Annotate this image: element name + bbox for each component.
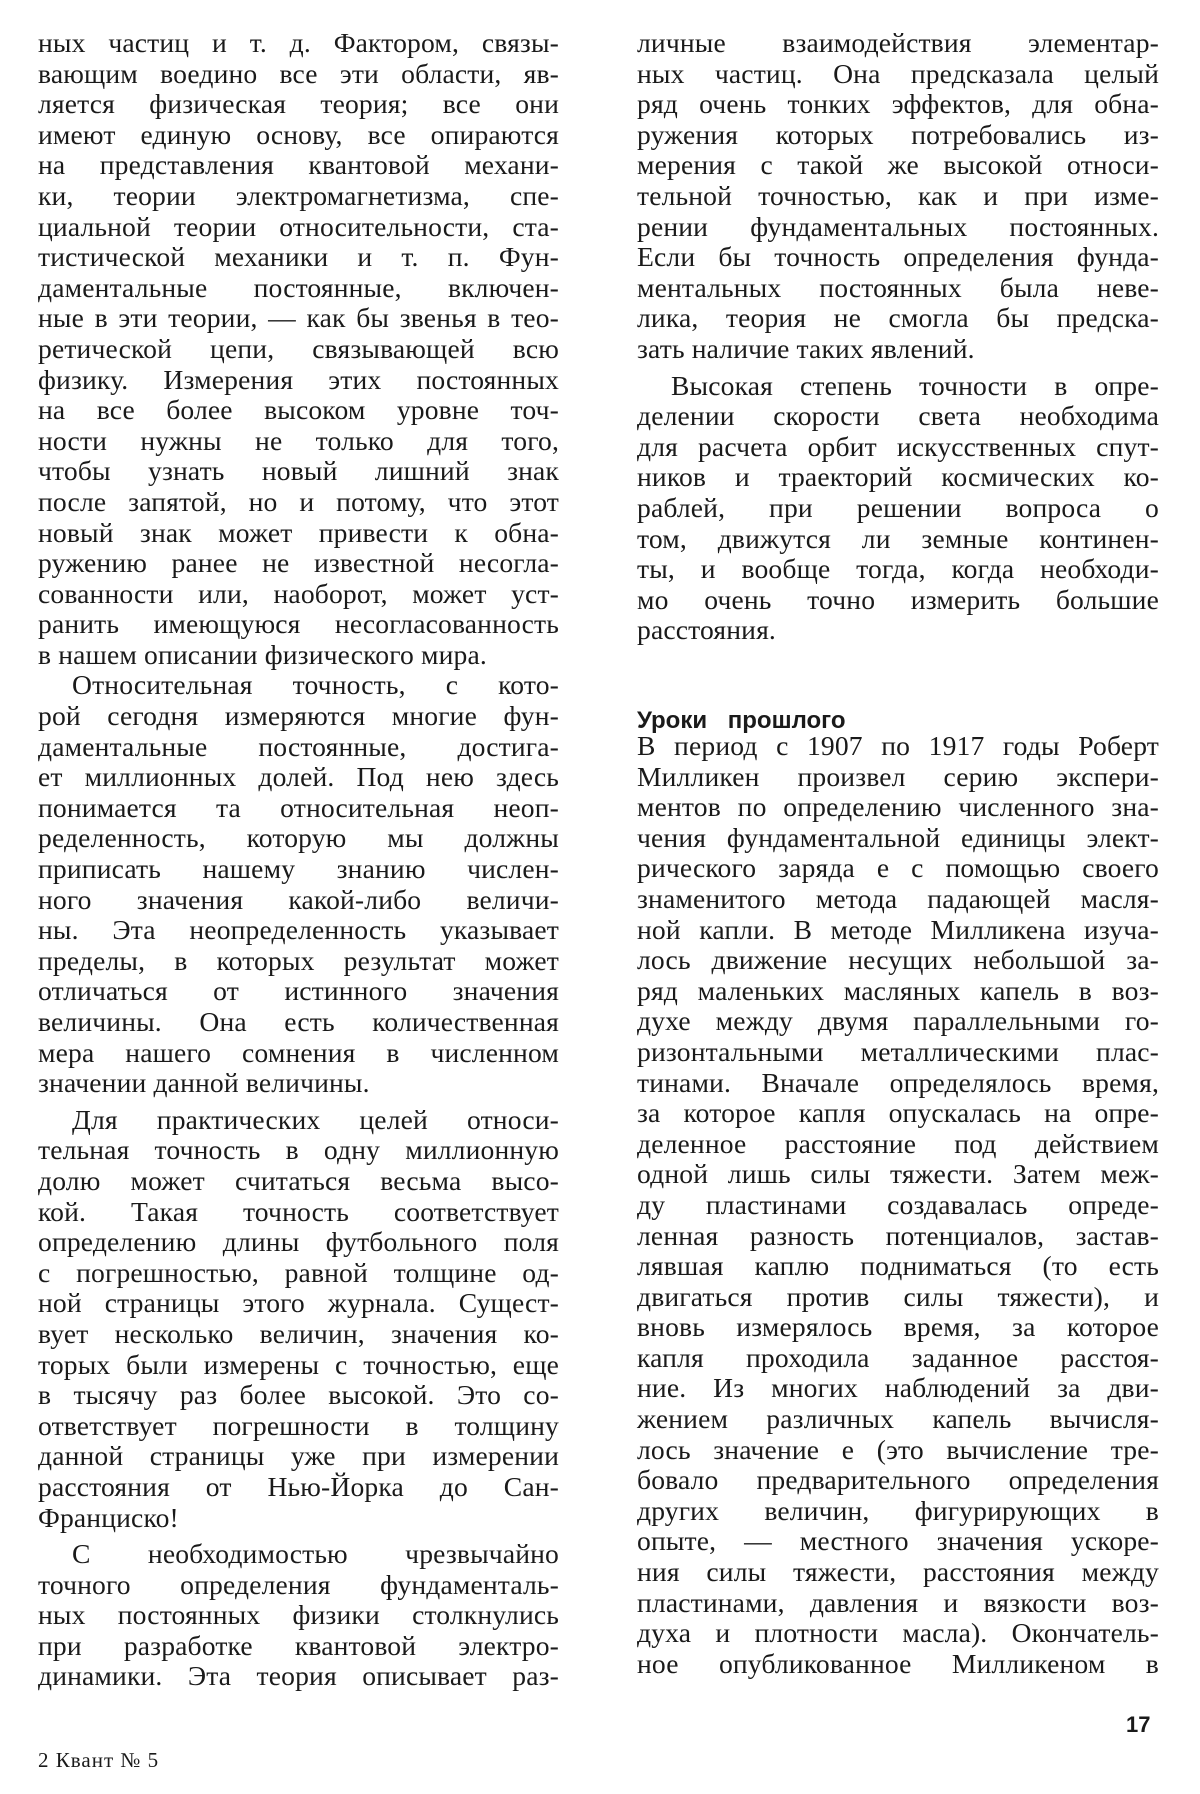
text-line: вует несколько величин, значения ко- xyxy=(38,1317,559,1349)
text-line: бовало предварительного определения xyxy=(637,1464,1159,1496)
text-line: ки, теории электромагнетизма, спе- xyxy=(38,179,559,211)
text-line: ного значения какой-либо величи- xyxy=(38,883,559,915)
paragraph xyxy=(38,1105,559,1533)
text-line: других величин, фигурирующих в xyxy=(637,1494,1159,1526)
text-line: значении данной величины. xyxy=(38,1067,370,1099)
text-line: ответствует погрешности в толщину xyxy=(38,1409,559,1441)
text-line: точного определения фундаменталь- xyxy=(38,1568,559,1600)
text-line: С необходимостью чрезвычайно xyxy=(72,1538,559,1570)
text-line: лявшая каплю подниматься (то есть xyxy=(637,1250,1159,1282)
text-line: имеют единую основу, все опираются xyxy=(38,118,559,150)
text-line: физику. Измерения этих постоянных xyxy=(38,363,559,395)
paragraph xyxy=(637,28,1159,365)
text-line: ной капли. В методе Милликена изуча- xyxy=(637,913,1159,945)
text-line: расстояния. xyxy=(637,614,776,646)
text-line: ризонтальными металлическими плас- xyxy=(637,1035,1159,1067)
text-line: чтобы узнать новый лишний знак xyxy=(38,455,559,487)
text-line: долю может считаться весьма высо- xyxy=(38,1164,559,1196)
text-line: одной лишь силы тяжести. Затем меж- xyxy=(637,1158,1159,1190)
text-line: ретической цепи, связывающей всю xyxy=(38,332,559,364)
text-line: ников и траекторий космических ко- xyxy=(637,461,1159,493)
text-line: зать наличие таких явлений. xyxy=(637,332,975,364)
text-line: рического заряда e с помощью своего xyxy=(637,852,1159,884)
right-column-lower xyxy=(637,731,1159,1679)
text-line: ное опубликованное Милликеном в xyxy=(637,1647,1159,1679)
text-line: приписать нашему знанию числен- xyxy=(38,853,559,885)
text-line: Если бы точность определения фунда- xyxy=(637,241,1159,273)
page-number: 17 xyxy=(1126,1712,1151,1737)
text-line: вающим воедино все эти области, яв- xyxy=(38,57,559,89)
right-column-upper xyxy=(637,28,1159,646)
text-line: в тысячу раз более высокой. Это со- xyxy=(38,1379,559,1411)
text-line: опыте, — местного значения ускоре- xyxy=(637,1525,1159,1557)
text-line: ранить имеющуюся несогласованность xyxy=(38,608,559,640)
text-line: ной страницы этого журнала. Сущест- xyxy=(38,1287,559,1319)
text-line: рой сегодня измеряются многие фун- xyxy=(38,700,559,732)
text-line: раблей, при решении вопроса о xyxy=(637,491,1159,523)
text-line: сованности или, наоборот, может уст- xyxy=(38,577,559,609)
text-line: ные в эти теории, — как бы звенья в тео- xyxy=(38,302,559,334)
text-line: лось значение e (это вычисление тре- xyxy=(637,1433,1159,1465)
text-line: тельной точностью, как и при изме- xyxy=(637,179,1159,211)
text-line: величины. Она есть количественная xyxy=(38,1006,559,1037)
text-line: мера нашего сомнения в численном xyxy=(38,1036,559,1068)
text-line: ружению ранее не известной несогла- xyxy=(38,547,559,579)
text-line: на все более высоком уровне точ- xyxy=(38,394,559,426)
text-line: чения фундаментальной единицы элект- xyxy=(637,821,1159,853)
text-line: ние. Из многих наблюдений за дви- xyxy=(637,1372,1159,1404)
paragraph xyxy=(38,28,559,670)
text-line: ленная разность потенциалов, застав- xyxy=(637,1219,1159,1251)
text-line: ряд очень тонких эффектов, для обна- xyxy=(637,88,1159,120)
text-line: ных частиц и т. д. Фактором, связы- xyxy=(38,27,559,58)
text-line: капля проходила заданное расстоя- xyxy=(637,1341,1159,1373)
text-line: даментальные постоянные, включен- xyxy=(38,271,559,303)
text-line: ности нужны не только для того, xyxy=(38,424,559,456)
paragraph xyxy=(637,731,1159,1679)
text-line: даментальные постоянные, достига- xyxy=(38,730,559,762)
text-line: ду пластинами создавалась опреде- xyxy=(637,1188,1159,1220)
text-line: рении фундаментальных постоянных. xyxy=(637,210,1159,242)
text-line: вновь измерялось время, за которое xyxy=(637,1311,1159,1343)
text-line: ментов по определению численного зна- xyxy=(637,791,1159,823)
text-line: Относительная точность, с кото- xyxy=(72,669,559,701)
text-line: Милликен произвел серию экспери- xyxy=(637,760,1159,792)
text-line: Высокая степень точности в опре- xyxy=(671,369,1159,401)
text-line: в нашем описании физического мира. xyxy=(38,638,487,670)
text-line: понимается та относительная неоп- xyxy=(38,791,559,823)
text-line: деленное расстояние под действием xyxy=(637,1127,1159,1159)
text-line: циальной теории относительности, ста- xyxy=(38,210,559,242)
text-line: ет миллионных долей. Под нею здесь xyxy=(38,761,559,793)
text-line: тистической механики и т. п. Фун- xyxy=(38,241,559,273)
text-line: отличаться от истинного значения xyxy=(38,975,559,1007)
text-line: ружения которых потребовались из- xyxy=(637,118,1159,150)
text-line: на представления квантовой механи- xyxy=(38,149,559,181)
text-line: делении скорости света необходима xyxy=(637,400,1159,432)
text-line: с погрешностью, равной толщине од- xyxy=(38,1256,559,1288)
text-line: духа и плотности масла). Окончатель- xyxy=(637,1617,1159,1649)
text-line: определению длины футбольного поля xyxy=(38,1226,559,1258)
text-line: ны. Эта неопределенность указывает xyxy=(38,914,559,946)
text-line: пределы, в которых результат может xyxy=(38,944,559,976)
text-line: ных частиц. Она предсказала целый xyxy=(637,57,1159,89)
text-line: ределенность, которую мы должны xyxy=(38,822,559,854)
text-line: динамики. Эта теория описывает раз- xyxy=(38,1660,559,1692)
left-column xyxy=(38,28,559,1692)
text-line: двигаться против силы тяжести), и xyxy=(637,1280,1159,1312)
text-line: за которое капля опускалась на опре- xyxy=(637,1097,1159,1129)
text-line: ляется физическая теория; все они xyxy=(38,88,559,120)
text-line: Для практических целей относи- xyxy=(72,1103,559,1135)
text-line: знаменитого метода падающей масля- xyxy=(637,882,1159,914)
text-line: при разработке квантовой электро- xyxy=(38,1629,559,1661)
text-line: данной страницы уже при измерении xyxy=(38,1440,559,1472)
text-line: мо очень точно измерить большие xyxy=(637,583,1159,615)
text-line: расстояния от Нью-Йорка до Сан- xyxy=(38,1470,559,1502)
text-line: пластинами, давления и вязкости воз- xyxy=(637,1586,1159,1618)
paragraph xyxy=(637,371,1159,646)
section-heading: Уроки прошлого xyxy=(637,707,846,734)
text-line: жением различных капель вычисля- xyxy=(637,1403,1159,1435)
text-line: ты, и вообще тогда, когда необходи- xyxy=(637,553,1159,585)
text-line: лика, теория не смогла бы предска- xyxy=(637,302,1159,334)
text-line: том, движутся ли земные континен- xyxy=(637,522,1159,554)
text-line: тинами. Вначале определялось время, xyxy=(637,1066,1159,1098)
text-line: кой. Такая точность соответствует xyxy=(38,1195,559,1227)
text-line: после запятой, но и потому, что этот xyxy=(38,485,559,517)
text-line: духе между двумя параллельными го- xyxy=(637,1005,1159,1037)
text-line: торых были измерены с точностью, еще xyxy=(38,1348,559,1380)
text-line: мерения с такой же высокой относи- xyxy=(637,149,1159,181)
signature-mark: 2 Квант № 5 xyxy=(38,1748,160,1772)
text-line: ментальных постоянных была неве- xyxy=(637,271,1159,303)
text-line: тельная точность в одну миллионную xyxy=(38,1134,559,1166)
text-line: ряд маленьких масляных капель в воз- xyxy=(637,974,1159,1006)
text-line: Франциско! xyxy=(38,1501,179,1533)
text-line: новый знак может привести к обна- xyxy=(38,516,559,548)
text-line: ных постоянных физики столкнулись xyxy=(38,1599,559,1631)
text-line: личные взаимодействия элементар- xyxy=(637,27,1159,58)
paragraph xyxy=(38,670,559,1098)
text-line: лось движение несущих небольшой за- xyxy=(637,944,1159,976)
text-line: ния силы тяжести, расстояния между xyxy=(637,1556,1159,1588)
paragraph xyxy=(38,1539,559,1692)
text-line: для расчета орбит искусственных спут- xyxy=(637,430,1159,462)
text-line: В период с 1907 по 1917 годы Роберт xyxy=(637,730,1159,761)
